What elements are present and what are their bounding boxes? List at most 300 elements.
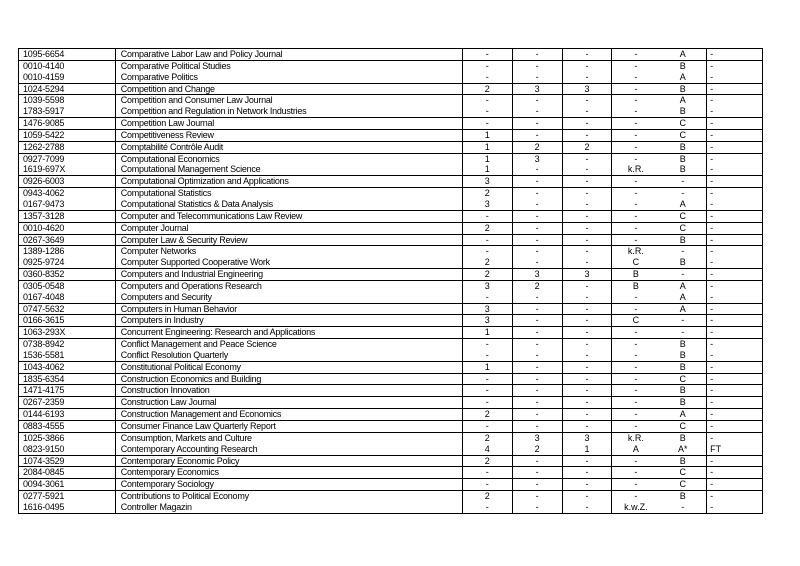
table-row: [19, 491, 762, 502]
table-row: [19, 350, 762, 361]
table-row-group: [19, 235, 762, 247]
rating-cell: -: [634, 176, 638, 187]
rating-cell: A: [679, 71, 686, 82]
issn-cell: 1476-9085: [19, 118, 116, 129]
rating-cell: 2: [463, 433, 513, 444]
table-row: [19, 433, 762, 444]
rating-cell: A: [679, 198, 686, 209]
rating-pair-cell: [612, 467, 707, 478]
issn-cell: 0166-3615: [19, 315, 116, 326]
issn-cell: 1262-2788: [19, 142, 116, 153]
note-cell: -: [710, 71, 714, 82]
note-cell: -: [710, 234, 714, 245]
table-row: [19, 374, 762, 385]
rating-cell: 3: [563, 433, 613, 444]
journal-title-cell: Comparative Political Studies: [116, 61, 463, 72]
rating-pair-cell: [612, 223, 707, 234]
rating-cell: -: [634, 106, 638, 117]
rating-cell: B: [679, 349, 686, 360]
journal-title-cell: Computational Statistics: [116, 188, 463, 199]
rating-cell: -: [513, 456, 563, 467]
journal-title-cell: Computers in Human Behavior: [116, 304, 463, 315]
rating-pair-cell: [612, 374, 707, 385]
table-row-group: [19, 188, 762, 211]
rating-cell: -: [634, 49, 638, 59]
table-row: [19, 397, 762, 408]
note-cell: -: [710, 95, 714, 106]
rating-cell: -: [513, 164, 563, 175]
rating-cell: -: [563, 211, 613, 222]
issn-cell: 1095-6654: [19, 49, 116, 60]
rating-cell: -: [513, 176, 563, 187]
table-row-group: [19, 491, 762, 513]
journal-title-cell: Computers and Operations Research: [116, 281, 463, 292]
note-cell: -: [710, 176, 714, 187]
journal-title-cell: Competition and Change: [116, 84, 463, 95]
rating-cell: -: [463, 95, 513, 106]
rating-cell: -: [681, 246, 685, 257]
table-row: [19, 315, 762, 326]
journal-title-cell: Computer Supported Cooperative Work: [116, 257, 463, 268]
rating-cell: -: [563, 350, 613, 361]
rating-pair-cell: [612, 106, 707, 117]
rating-cell: 3: [463, 315, 513, 326]
note-cell: -: [710, 315, 714, 326]
issn-cell: 0927-7099: [19, 154, 116, 165]
rating-cell: 3: [463, 281, 513, 292]
rating-cell: -: [634, 129, 638, 140]
rating-cell: 1: [463, 142, 513, 153]
rating-cell: -: [513, 467, 563, 478]
note-cell: -: [710, 83, 714, 94]
rating-cell: 3: [463, 176, 513, 187]
rating-cell: -: [634, 83, 638, 94]
rating-cell: -: [634, 303, 638, 314]
rating-cell: A: [679, 303, 686, 314]
rating-cell: B: [679, 491, 686, 502]
rating-pair-cell: [612, 118, 707, 129]
rating-cell: -: [563, 409, 613, 420]
issn-cell: 1357-3128: [19, 211, 116, 222]
issn-cell: 1536-5581: [19, 350, 116, 361]
journal-title-cell: Construction Law Journal: [116, 397, 463, 408]
rating-cell: -: [463, 350, 513, 361]
rating-cell: -: [563, 385, 613, 396]
rating-cell: -: [634, 491, 638, 502]
rating-cell: -: [463, 502, 513, 513]
note-cell: -: [710, 491, 714, 502]
rating-cell: -: [563, 362, 613, 373]
note-cell: -: [710, 349, 714, 360]
issn-cell: 1835-6354: [19, 374, 116, 385]
rating-cell: 2: [463, 223, 513, 234]
rating-cell: 2: [463, 269, 513, 280]
rating-cell: -: [681, 176, 685, 187]
rating-cell: -: [563, 49, 613, 60]
rating-cell: -: [634, 327, 638, 338]
journal-title-cell: Contemporary Economics: [116, 467, 463, 478]
journal-title-cell: Computer Journal: [116, 223, 463, 234]
rating-cell: -: [634, 409, 638, 420]
table-row-group: [19, 211, 762, 223]
rating-cell: -: [563, 257, 613, 268]
issn-cell: 0010-4159: [19, 72, 116, 83]
rating-cell: 2: [463, 84, 513, 95]
table-row: [19, 84, 762, 95]
rating-cell: C: [679, 479, 686, 490]
table-row: [19, 281, 762, 292]
journal-title-cell: Computational Economics: [116, 154, 463, 165]
note-cell: -: [710, 210, 714, 221]
issn-cell: 0267-3649: [19, 235, 116, 246]
table-row: [19, 188, 762, 199]
note-cell: -: [710, 246, 714, 257]
rating-cell: -: [513, 479, 563, 490]
rating-cell: -: [634, 467, 638, 478]
table-row-group: [19, 142, 762, 154]
table-row-group: [19, 118, 762, 130]
table-row: [19, 130, 762, 141]
rating-cell: -: [634, 198, 638, 209]
table-row: [19, 106, 762, 117]
rating-cell: C: [679, 222, 686, 233]
table-row: [19, 164, 762, 175]
rating-cell: -: [563, 421, 613, 432]
rating-cell: -: [513, 130, 563, 141]
rating-cell: B: [679, 106, 686, 117]
journal-title-cell: Consumption, Markets and Culture: [116, 433, 463, 444]
rating-cell: A: [679, 280, 686, 291]
issn-cell: 1059-5422: [19, 130, 116, 141]
rating-cell: -: [634, 361, 638, 372]
rating-cell: 1: [463, 327, 513, 338]
rating-cell: 2: [463, 456, 513, 467]
rating-cell: -: [513, 292, 563, 303]
rating-cell: 3: [563, 269, 613, 280]
table-row: [19, 444, 762, 455]
rating-cell: -: [634, 397, 638, 408]
rating-cell: -: [463, 106, 513, 117]
table-row-group: [19, 456, 762, 468]
journal-title-cell: Computer Networks: [116, 246, 463, 257]
table-row-group: [19, 421, 762, 433]
rating-cell: -: [513, 502, 563, 513]
journal-title-cell: Computers and Industrial Engineering: [116, 269, 463, 280]
journal-title-cell: Computers in Industry: [116, 315, 463, 326]
table-row: [19, 118, 762, 129]
journal-title-cell: Consumer Finance Law Quarterly Report: [116, 421, 463, 432]
rating-cell: 2: [463, 491, 513, 502]
journal-title-cell: Computer and Telecommunications Law Review: [116, 211, 463, 222]
rating-cell: B: [679, 164, 686, 175]
table-row: [19, 154, 762, 165]
journal-title-cell: Controller Magazin: [116, 502, 463, 513]
rating-cell: -: [634, 222, 638, 233]
rating-cell: A*: [677, 443, 688, 454]
journal-title-cell: Contemporary Economic Policy: [116, 456, 463, 467]
table-row: [19, 304, 762, 315]
rating-pair-cell: [612, 315, 707, 326]
rating-pair-cell: [612, 292, 707, 303]
rating-cell: -: [634, 385, 638, 396]
rating-cell: B: [679, 397, 686, 408]
rating-cell: -: [463, 72, 513, 83]
note-cell: -: [710, 269, 714, 280]
table-row-group: [19, 95, 762, 118]
rating-cell: -: [563, 491, 613, 502]
rating-cell: -: [513, 409, 563, 420]
rating-cell: -: [634, 373, 638, 384]
issn-cell: 0883-4555: [19, 421, 116, 432]
rating-cell: -: [513, 304, 563, 315]
table-row-group: [19, 433, 762, 456]
rating-pair-cell: [612, 327, 707, 338]
issn-cell: 1471-4175: [19, 385, 116, 396]
rating-cell: k.w.Z.: [624, 501, 648, 512]
rating-pair-cell: [612, 95, 707, 106]
rating-cell: B: [679, 432, 686, 443]
rating-cell: -: [681, 269, 685, 280]
rating-cell: -: [563, 154, 613, 165]
rating-cell: -: [513, 397, 563, 408]
table-row: [19, 61, 762, 72]
issn-cell: 1619-697X: [19, 164, 116, 175]
table-row: [19, 95, 762, 106]
table-row-group: [19, 154, 762, 177]
rating-cell: -: [463, 479, 513, 490]
rating-pair-cell: [612, 257, 707, 268]
rating-cell: -: [681, 315, 685, 326]
note-cell: -: [710, 327, 714, 338]
rating-cell: -: [513, 49, 563, 60]
rating-cell: -: [563, 397, 613, 408]
rating-cell: -: [463, 49, 513, 60]
rating-cell: -: [634, 455, 638, 466]
rating-cell: 2: [513, 281, 563, 292]
rating-cell: -: [563, 374, 613, 385]
table-row-group: [19, 130, 762, 142]
journal-title-cell: Competition Law Journal: [116, 118, 463, 129]
rating-cell: -: [634, 291, 638, 302]
table-row-group: [19, 397, 762, 409]
rating-cell: -: [563, 281, 613, 292]
table-row-group: [19, 246, 762, 269]
issn-cell: 0010-4140: [19, 61, 116, 72]
issn-cell: 1043-4062: [19, 362, 116, 373]
rating-cell: -: [563, 467, 613, 478]
table-row-group: [19, 223, 762, 235]
issn-cell: 0747-5632: [19, 304, 116, 315]
rating-cell: -: [513, 72, 563, 83]
table-row: [19, 409, 762, 420]
table-row: [19, 292, 762, 303]
rating-cell: -: [563, 188, 613, 199]
rating-cell: C: [679, 210, 686, 221]
issn-cell: 0094-3061: [19, 479, 116, 490]
rating-cell: -: [463, 467, 513, 478]
rating-cell: B: [679, 234, 686, 245]
journal-title-cell: Construction Innovation: [116, 385, 463, 396]
rating-cell: C: [679, 373, 686, 384]
rating-cell: -: [513, 421, 563, 432]
table-row: [19, 142, 762, 153]
rating-cell: -: [634, 60, 638, 71]
issn-cell: 0823-9150: [19, 444, 116, 455]
issn-cell: 0305-0548: [19, 281, 116, 292]
rating-cell: -: [634, 234, 638, 245]
rating-cell: -: [563, 72, 613, 83]
journal-title-cell: Competitiveness Review: [116, 130, 463, 141]
issn-cell: 1024-5294: [19, 84, 116, 95]
issn-cell: 0360-8352: [19, 269, 116, 280]
journal-title-cell: Construction Economics and Building: [116, 374, 463, 385]
table-row-group: [19, 304, 762, 316]
note-cell: -: [710, 455, 714, 466]
rating-cell: 1: [463, 164, 513, 175]
rating-cell: 3: [513, 84, 563, 95]
note-cell: -: [710, 361, 714, 372]
note-cell: -: [710, 188, 714, 199]
note-cell: -: [710, 129, 714, 140]
rating-cell: -: [563, 106, 613, 117]
rating-cell: -: [563, 339, 613, 350]
table-row-group: [19, 315, 762, 327]
rating-cell: -: [634, 479, 638, 490]
note-cell: FT: [710, 443, 722, 454]
journal-title-cell: Computational Statistics & Data Analysis: [116, 199, 463, 210]
table-row: [19, 49, 762, 60]
journal-title-cell: Competition and Consumer Law Journal: [116, 95, 463, 106]
table-row-group: [19, 467, 762, 479]
issn-cell: 0167-9473: [19, 199, 116, 210]
table-row-group: [19, 385, 762, 397]
rating-cell: B: [679, 153, 686, 164]
issn-cell: 0943-4062: [19, 188, 116, 199]
rating-pair-cell: [612, 154, 707, 165]
journal-title-cell: Computer Law & Security Review: [116, 235, 463, 246]
rating-cell: -: [463, 211, 513, 222]
table-row: [19, 257, 762, 268]
rating-cell: 3: [463, 304, 513, 315]
rating-cell: C: [679, 467, 686, 478]
rating-pair-cell: [612, 199, 707, 210]
rating-cell: B: [632, 280, 639, 291]
issn-cell: 0167-4048: [19, 292, 116, 303]
rating-cell: -: [463, 339, 513, 350]
rating-cell: -: [563, 315, 613, 326]
table-row: [19, 327, 762, 338]
table-row: [19, 456, 762, 467]
rating-cell: -: [513, 199, 563, 210]
rating-cell: -: [563, 223, 613, 234]
note-cell: -: [710, 106, 714, 117]
note-cell: -: [710, 291, 714, 302]
rating-pair-cell: [612, 130, 707, 141]
rating-pair-cell: [612, 246, 707, 257]
rating-cell: -: [513, 257, 563, 268]
rating-cell: -: [463, 385, 513, 396]
rating-cell: -: [513, 223, 563, 234]
rating-cell: -: [463, 61, 513, 72]
table-row: [19, 479, 762, 490]
issn-cell: 0926-6003: [19, 176, 116, 187]
rating-cell: B: [679, 455, 686, 466]
rating-cell: C: [679, 129, 686, 140]
rating-cell: A: [679, 95, 686, 106]
table-row-group: [19, 176, 762, 188]
issn-cell: 1616-0495: [19, 502, 116, 513]
table-row-group: [19, 374, 762, 386]
rating-cell: 1: [463, 130, 513, 141]
rating-cell: -: [513, 246, 563, 257]
rating-pair-cell: [612, 421, 707, 432]
journal-title-cell: Competition and Regulation in Network Industries: [116, 106, 463, 117]
rating-pair-cell: [612, 176, 707, 187]
rating-pair-cell: [612, 444, 707, 455]
note-cell: -: [710, 432, 714, 443]
rating-pair-cell: [612, 456, 707, 467]
journal-ranking-table: [18, 48, 763, 514]
rating-cell: 4: [463, 444, 513, 455]
table-row-group: [19, 327, 762, 339]
rating-cell: -: [681, 327, 685, 338]
issn-cell: 2084-0845: [19, 467, 116, 478]
rating-pair-cell: [612, 479, 707, 490]
rating-cell: -: [563, 176, 613, 187]
rating-cell: 1: [563, 444, 613, 455]
rating-cell: -: [513, 374, 563, 385]
rating-pair-cell: [612, 385, 707, 396]
rating-cell: -: [634, 210, 638, 221]
rating-cell: -: [563, 95, 613, 106]
rating-cell: -: [463, 374, 513, 385]
rating-pair-cell: [612, 304, 707, 315]
table-row: [19, 339, 762, 350]
table-row-group: [19, 281, 762, 304]
rating-cell: -: [513, 385, 563, 396]
rating-cell: C: [632, 315, 640, 326]
rating-cell: -: [563, 130, 613, 141]
journal-title-cell: Conflict Management and Peace Science: [116, 339, 463, 350]
rating-cell: -: [513, 61, 563, 72]
rating-cell: -: [513, 339, 563, 350]
rating-pair-cell: [612, 188, 707, 199]
rating-cell: 3: [463, 199, 513, 210]
note-cell: -: [710, 385, 714, 396]
issn-cell: 0144-6193: [19, 409, 116, 420]
table-row-group: [19, 339, 762, 362]
rating-pair-cell: [612, 61, 707, 72]
rating-cell: 2: [563, 142, 613, 153]
issn-cell: 0277-5921: [19, 491, 116, 502]
issn-cell: 0738-8942: [19, 339, 116, 350]
rating-pair-cell: [612, 491, 707, 502]
rating-cell: 1: [463, 154, 513, 165]
rating-pair-cell: [612, 362, 707, 373]
rating-cell: -: [513, 95, 563, 106]
rating-cell: 3: [513, 269, 563, 280]
table-row-group: [19, 84, 762, 96]
rating-cell: C: [679, 118, 686, 129]
table-row: [19, 246, 762, 257]
table-row-group: [19, 61, 762, 84]
rating-pair-cell: [612, 502, 707, 513]
rating-cell: -: [463, 421, 513, 432]
rating-cell: 2: [513, 444, 563, 455]
note-cell: -: [710, 153, 714, 164]
note-cell: -: [710, 467, 714, 478]
issn-cell: 1074-3529: [19, 456, 116, 467]
